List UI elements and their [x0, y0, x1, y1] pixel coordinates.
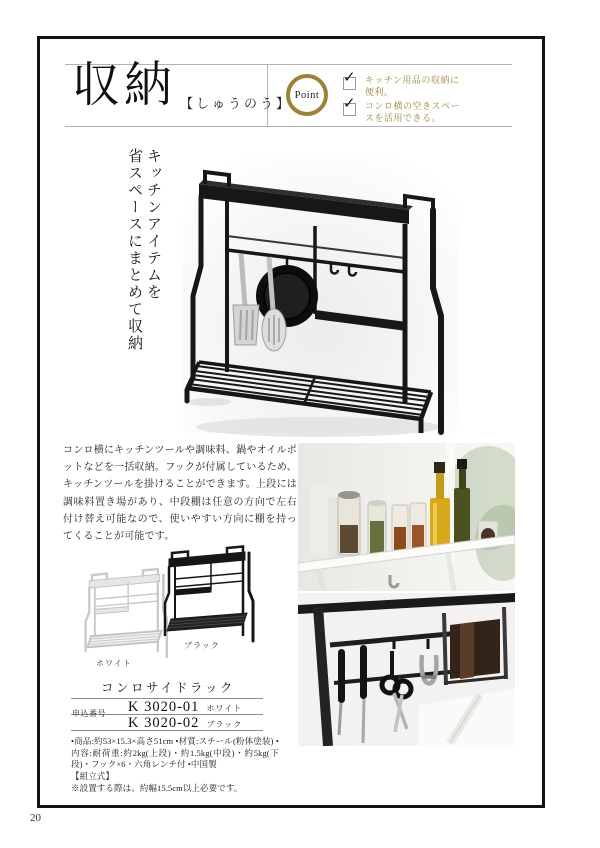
point-badge — [286, 74, 328, 116]
hook-bar-illustration — [298, 593, 515, 746]
spec-block — [71, 736, 279, 795]
vertical-headline-line: キッチンアイテムを — [145, 148, 161, 301]
title-reading: 【しゅうのう】 — [180, 96, 293, 111]
page-title: 収納 — [72, 59, 177, 112]
product-photo-main — [183, 138, 458, 438]
model-row — [128, 699, 242, 716]
vertical-headline-line: 省スペースにまとめて収納 — [126, 148, 142, 352]
model-code: K 3020-01 — [128, 699, 200, 715]
check-item — [343, 68, 467, 98]
kitchen-rack-illustration — [183, 138, 458, 438]
checkbox-icon — [343, 94, 356, 116]
description-text: コンロ横にキッチンツールや調味料、鍋やオイルポットなどを一括収納。フックが付属しているため、キッチンツールを掛けることができます。上段には調味料置き場があり、中段棚は任意の方向で左右付け替え可能なので、使いやすい方向に棚を持ってくることが可能です。 — [63, 445, 297, 543]
variant-label-black: ブラック — [184, 641, 220, 650]
check-text: コンロ横の空きスペースを活用できる。 — [365, 101, 461, 123]
check-item — [343, 94, 467, 124]
variant-label-white: ホワイト — [96, 659, 132, 668]
black-rack-illustration — [158, 545, 255, 645]
order-number-label: 申込番号 — [72, 709, 106, 718]
check-icon: ✓ — [343, 68, 356, 86]
point-label: Point — [294, 89, 320, 101]
setup-note: ※設置する際は、約幅15.5cm以上必要です。 — [71, 783, 243, 793]
model-color: ブラック — [206, 720, 243, 729]
assembly-type: 【組立式】 — [71, 770, 115, 781]
check-icon: ✓ — [343, 94, 356, 112]
check-text: キッチン用品の収納に便利。 — [365, 75, 460, 97]
photo-hook-bar — [298, 593, 515, 746]
model-row — [128, 715, 242, 732]
spec-text: •商品:約53×15.3×高さ51cm •材質:スチール(粉体塗装) •内容:耐荷重:約2kg(上段)・約1.5kg(中段)・約5kg(下段)・フック×6・六角レンチ付 •中国製 — [71, 736, 279, 769]
page-number: 20 — [30, 812, 41, 824]
variant-photo-black — [158, 545, 255, 645]
checkbox-icon — [343, 68, 356, 90]
vertical-headline — [124, 148, 162, 368]
product-name: コンロサイドラック — [101, 681, 235, 695]
white-rack-illustration — [80, 566, 168, 662]
spice-shelf-illustration — [298, 443, 515, 591]
photo-spice-shelf — [298, 443, 515, 591]
header-rule-bottom — [65, 126, 512, 127]
model-color: ホワイト — [206, 704, 243, 713]
variant-photo-white — [80, 566, 168, 662]
model-code: K 3020-02 — [128, 715, 200, 731]
